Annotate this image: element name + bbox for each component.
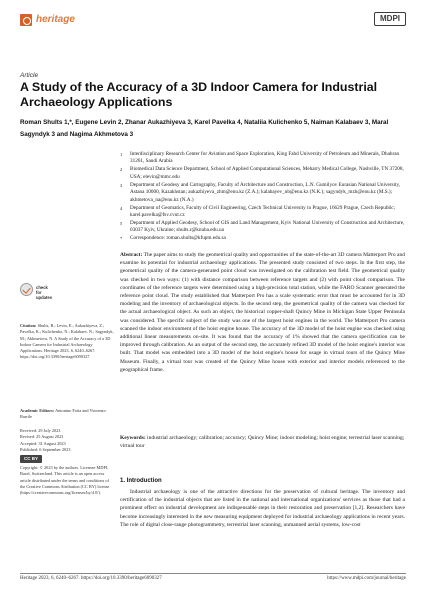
journal-name[interactable]: heritage — [36, 14, 75, 25]
check-updates-icon — [20, 283, 33, 296]
copyright-block — [20, 455, 115, 541]
check-for-updates-button[interactable] — [20, 283, 52, 313]
keywords — [120, 434, 405, 450]
journal-logo-icon — [20, 14, 32, 26]
journal-header — [20, 10, 406, 30]
check-updates-line2: updates — [36, 295, 53, 300]
affiliation-item — [120, 220, 405, 235]
affiliation-number: 4 — [120, 205, 123, 211]
affiliation-number: * — [120, 236, 123, 242]
editor-names: Antonino Fotia and Vincenzo Barrile — [20, 408, 106, 420]
affiliation-text: Department of Geodesy and Cartography, Faculty of Architecture and Construction, L.N. Gumilyov Eurasian National University, Astana 10000, Kazakhstan; aukazhiyeva_zhm@enu.kz (Z.A.); kalabayev_nb@enu.kz (N.K.); sagyndyk_mzh@enu.kz (M.S.); akhmetova_na@enu.kz (N.A.) — [130, 181, 401, 203]
affiliation-number: 5 — [120, 221, 123, 227]
footer-divider — [20, 573, 406, 574]
published-date: Published: 6 September 2023 — [20, 446, 71, 452]
check-updates-label — [36, 285, 52, 300]
footer-journal-link[interactable]: https://www.mdpi.com/journal/heritage — [327, 576, 406, 581]
affiliation-text: Department of Applied Geodesy, School of GIS and Land Management, Kyiv National University of Construction and Architecture, 03037 Kyiv, Ukraine; shults.r@knuba.edu.ua — [130, 220, 405, 234]
accepted-date: Accepted: 31 August 2023 — [20, 440, 66, 446]
affiliation-number: 1 — [120, 152, 123, 157]
keywords-text: industrial archaeology; calibration; accuracy; Quincy Mine; indoor modeling; hoist engine; terrestrial laser scanning; virtual tour — [120, 435, 405, 450]
author-list: Roman Shults 1,*, Eugene Levin 2, Zhanar Aukazhiyeva 3, Karel Pavelka 4, Nataliia Kulichenko 5, Naiman Kalabaev 3, Maral Sagyndyk 3 and Nagima Akhmetova 3 — [20, 119, 389, 138]
affiliation-text: Department of Geomatics, Faculty of Civil Engineering, Czech Technical University in Prague, 16629 Prague, Czech Republic; karel.pavelka@fsv.cvut.cz — [130, 204, 396, 219]
affiliation-number: 3 — [120, 182, 123, 188]
correspondence-text[interactable]: Correspondence: roman.shults@kfupm.edu.sa — [130, 235, 226, 242]
citation-block — [20, 323, 115, 361]
publisher-logo[interactable]: MDPI — [374, 12, 406, 26]
affiliation-number: 2 — [120, 167, 123, 173]
affiliation-text: Interdisciplinary Research Center for Aviation and Space Exploration, King Fahd University of Petroleum and Minerals, Dhahran 31261, Saudi Arabia — [130, 151, 400, 165]
article-type: Article — [20, 72, 39, 79]
affiliation-list — [120, 151, 405, 243]
section-heading: 1. Introduction — [120, 478, 162, 484]
affiliation-item — [120, 166, 405, 181]
introduction-paragraph: Industrial archaeology is one of the attractive directions for the preservation of cultural heritage. The inventory and certification of the industrial objects that are listed in the national and international organizations' services as those that had a prominent effect on industrial development are indispensable steps in their restoration and preservation [1,2]. Researchers have become increasingly interested in the new measuring equipment deployed for industrial archaeology applications in recent years. The role of digital close-range photogrammetry, terrestrial laser scanning, unmanned aerial systems, low-cost — [120, 489, 405, 528]
keywords-label: Keywords: — [120, 435, 146, 441]
copyright-text: Copyright: © 2023 by the authors. Licensee MDPI, Basel, Switzerland. This article is an open access article distributed under the terms and conditions of the Creative Commons Attribution (CC BY) license (https://creativecommons.org/licenses/by/4.0/). — [20, 465, 110, 496]
check-updates-line1: check for — [36, 285, 48, 295]
footer-citation[interactable]: Heritage 2023, 6, 6240–6267. https://doi.org/10.3390/heritage6090327 — [20, 576, 162, 581]
dates-block — [20, 428, 115, 453]
editor-label: Academic Editors: — [20, 408, 55, 413]
revised-date: Revised: 25 August 2023 — [20, 434, 64, 440]
citation-text[interactable]: Shults, R.; Levin, E.; Aukazhiyeva, Z.; Pavelka, K.; Kulichenko, N.; Kalabaev, N.; Sagyndyk, M.; Akhmetova, N. A Study of the Accuracy of a 3D Indoor Camera for Industrial Archaeology Applications. Heritage 2023, 6, 6240–6267. https://doi.org/10.3390/heritage6090327 — [20, 323, 114, 360]
cc-by-license-icon[interactable]: CC BY — [20, 455, 42, 463]
abstract-label: Abstract: — [120, 252, 143, 258]
affiliation-item — [120, 205, 405, 220]
citation-label: Citation: — [20, 323, 37, 328]
affiliation-text: Biomedical Data Science Department, School of Applied Computational Sciences, Meharry Medical College, Nashville, TN 37208, USA; elevin@mmc.edu — [130, 166, 404, 180]
abstract-text: The paper aims to study the geometrical quality and opportunities of the state-of-the-art 3D camera Matterport Pro and examine its potential for industrial archaeology applications. The presented study consisted of two steps. In the first step, the geometrical quality of the camera-generated point cloud was investigated on the calibration test field. The geometrical quality was checked in two ways: (1) with distance comparison between reference targets and (2) with point cloud comparison. The coordinates of the reference targets were determined using a high-precision total station, while the FARO Scanner generated the reference point cloud. The study established that Matterport Pro has a scale systematic error that must be accounted for in 3D modeling and the inventory of archaeological objects. In the second step, the geometrical quality of the camera was checked for the actual archaeological object. As such an object, the historical copper-shaft Quincy Mine in Michigan State Upper Peninsula was considered. The specific subject of the study was one of the largest hoist engines in the world. The Matterport Pro camera scanned the indoor environment of the hoist engine house. The accuracy of the 3D model of the hoist engine was checked using additional linear measurements on-site. It was found that the accuracy of 1% showed that the camera specification can be improved through calibration. As an output of the second step, the accurately refined 3D model of the hoist engine's interior was built. That model was embedded into a 3D model of the hoist engine's house for usage in virtual tours of the Quincy Mine Museum. Finally, a virtual tour was created of the Quincy Mine house with exterior and interior models referenced to the geographical frame. — [120, 252, 405, 373]
affiliation-item — [120, 182, 405, 204]
paper-title: A Study of the Accuracy of a 3D Indoor Camera for Industrial Archaeology Applications — [20, 80, 378, 109]
received-date: Received: 29 July 2023 — [20, 428, 61, 433]
abstract — [120, 251, 405, 374]
academic-editor-block — [20, 408, 115, 421]
affiliation-item — [120, 235, 405, 242]
affiliation-item — [120, 151, 405, 166]
